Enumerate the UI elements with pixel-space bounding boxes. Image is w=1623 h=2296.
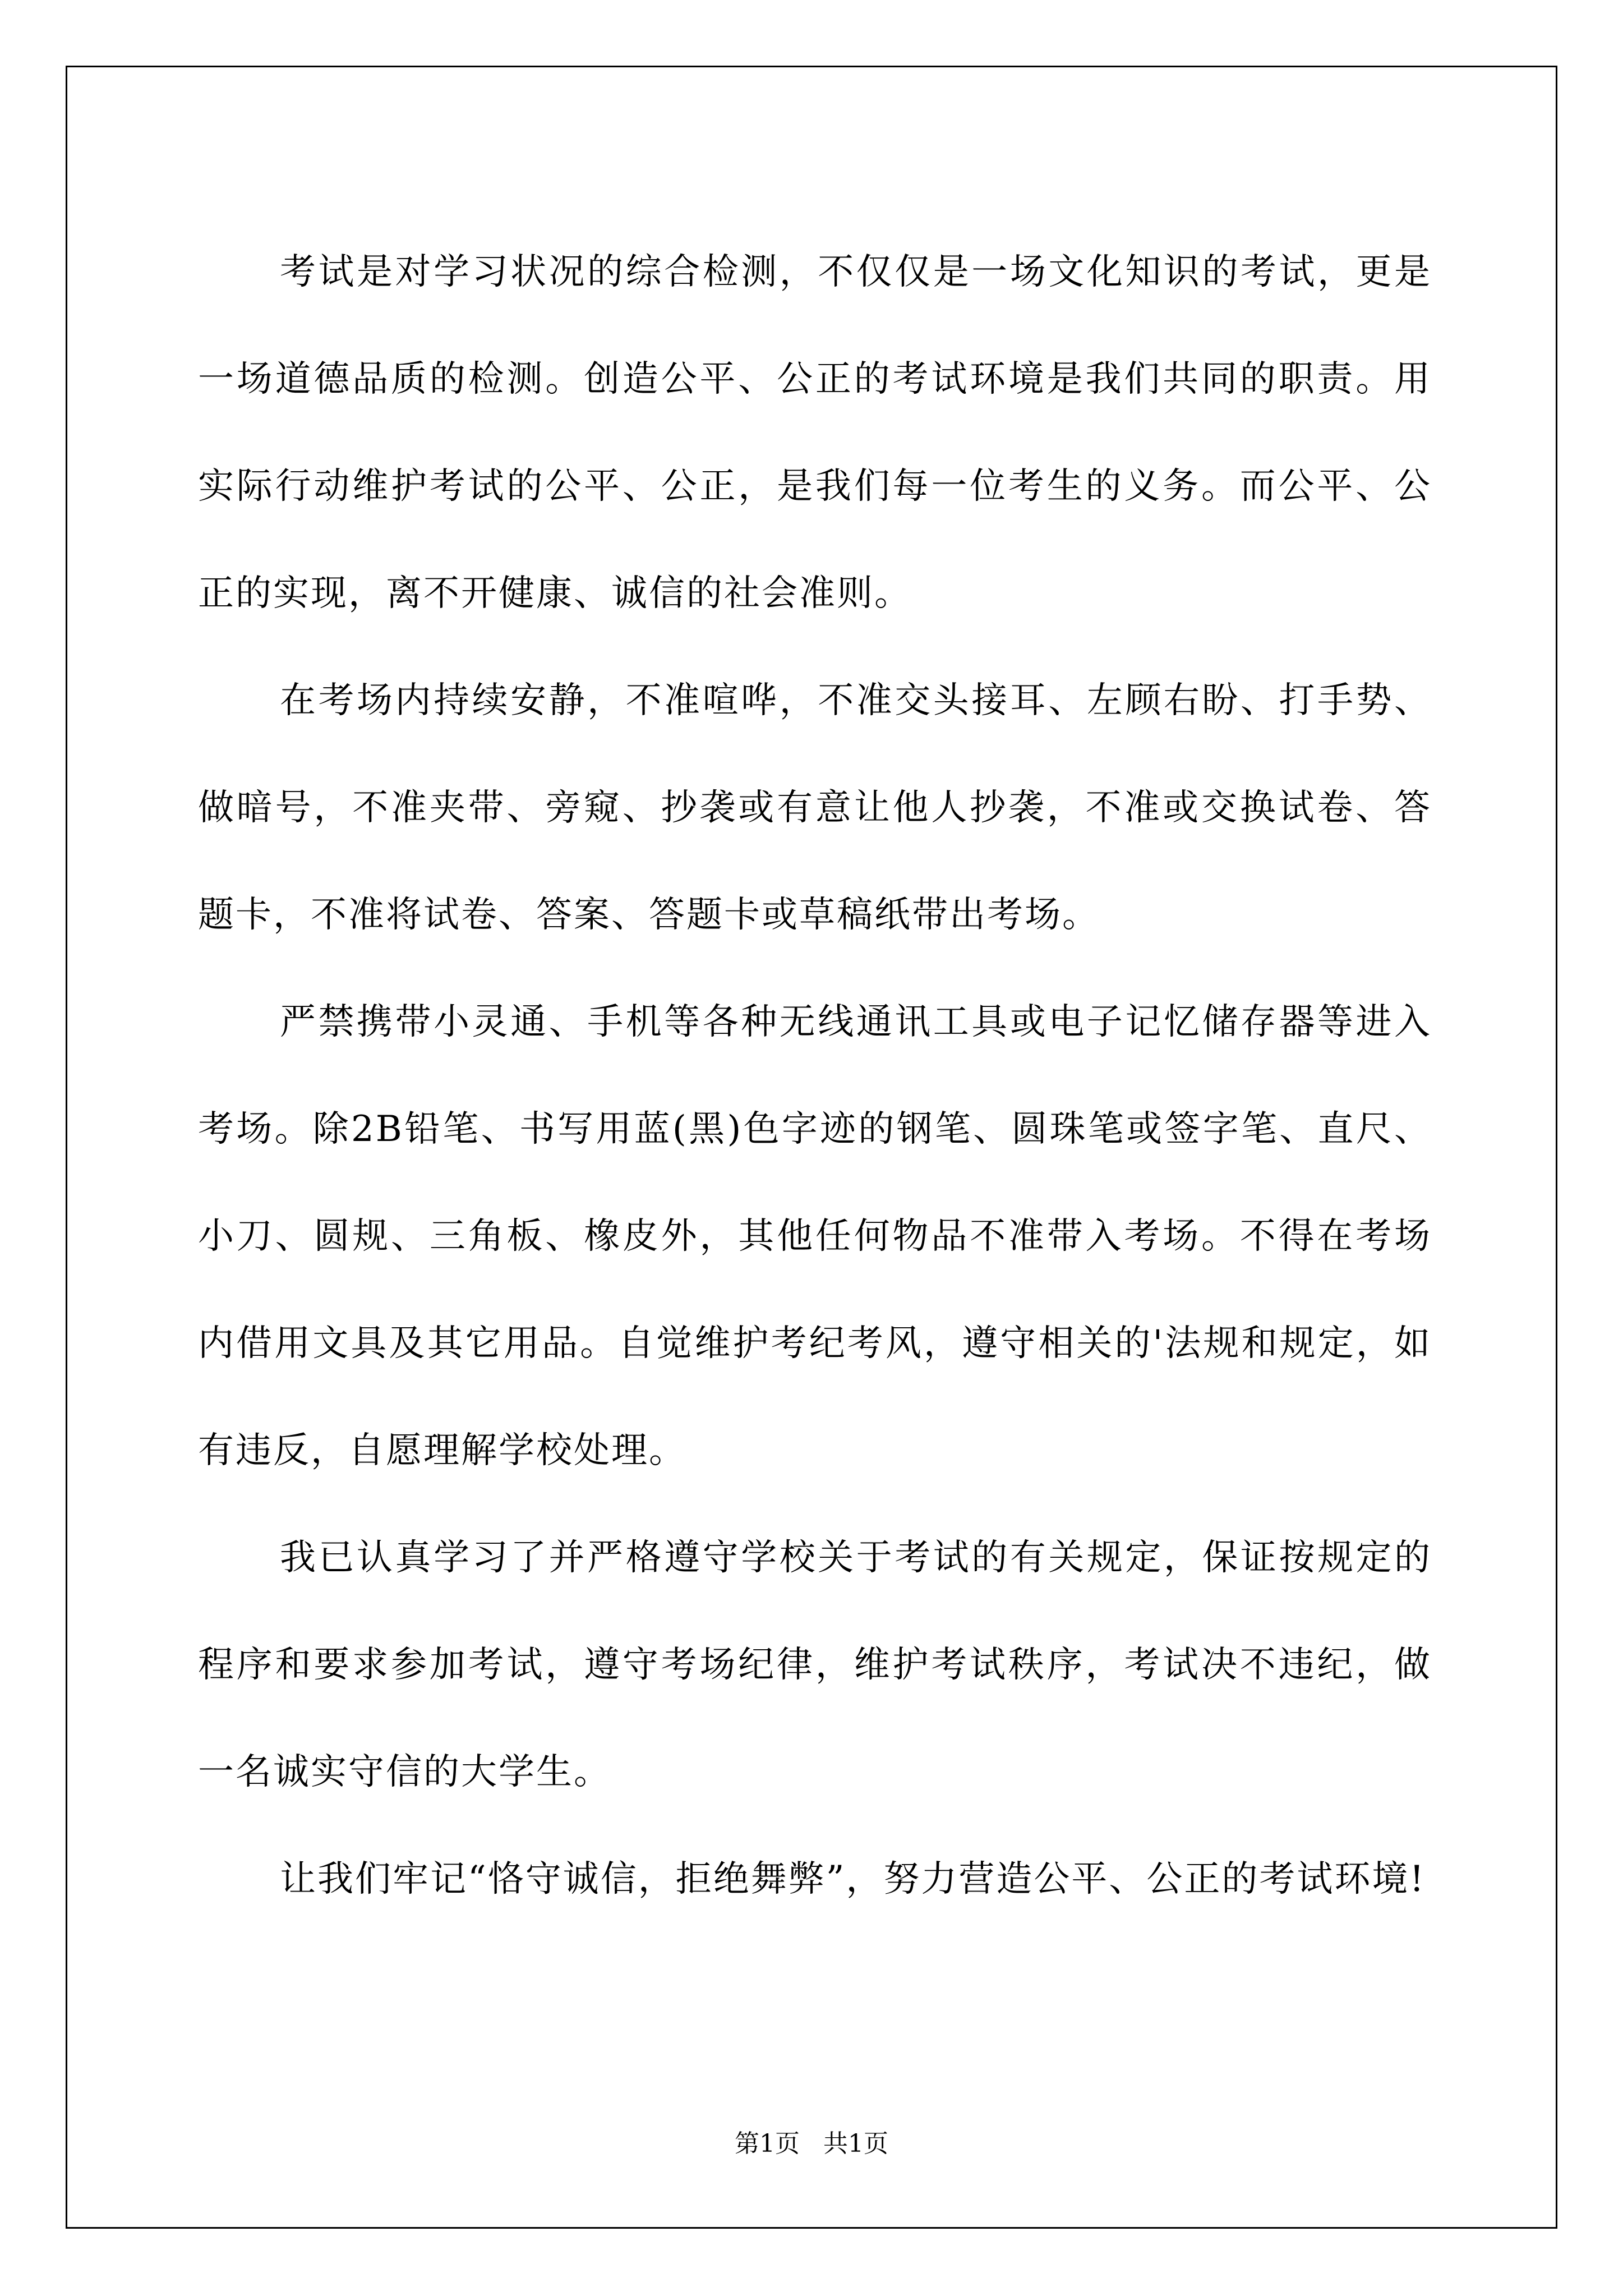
paragraph-5: 让我们牢记“恪守诚信，拒绝舞弊”，努力营造公平、公正的考试环境! xyxy=(280,1858,1426,1900)
page-number-footer: 第1页 共1页 xyxy=(735,2129,888,2158)
document-body xyxy=(198,219,1432,1933)
paragraph-4: 我已认真学习了并严格遵守学校关于考试的有关规定，保证按规定的程序和要求参加考试，遵守考场纪律，维护考试秩序，考试决不违纪，做一名诚实守信的大学生。 xyxy=(198,1537,1432,1793)
paragraph-2: 在考场内持续安静，不准喧哗，不准交头接耳、左顾右盼、打手势、做暗号，不准夹带、旁窥、抄袭或有意让他人抄袭，不准或交换试卷、答题卡，不准将试卷、答案、答题卡或草稿纸带出考场。 xyxy=(198,680,1432,936)
paragraph-1: 考试是对学习状况的综合检测，不仅仅是一场文化知识的考试，更是一场道德品质的检测。创造公平、公正的考试环境是我们共同的职责。用实际行动维护考试的公平、公正，是我们每一位考生的义务。而公平、公正的实现，离不开健康、诚信的社会准则。 xyxy=(198,251,1432,614)
paragraph-3: 严禁携带小灵通、手机等各种无线通讯工具或电子记忆储存器等进入考场。除2B铅笔、书写用蓝(黑)色字迹的钢笔、圆珠笔或签字笔、直尺、小刀、圆规、三角板、橡皮外，其他任何物品不准带入考场。不得在考场内借用文具及其它用品。自觉维护考纪考风，遵守相关的'法规和规定，如有违反，自愿理解学校处理。 xyxy=(198,1001,1432,1471)
